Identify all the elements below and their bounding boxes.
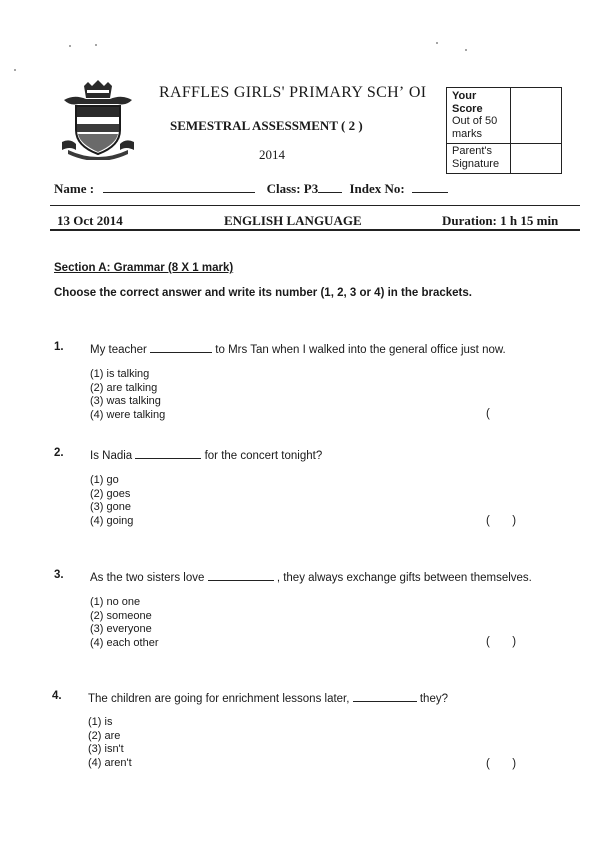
question-text bbox=[88, 690, 448, 705]
index-label: Index No: bbox=[349, 181, 405, 196]
option-item: (3) everyone bbox=[90, 623, 152, 635]
score-label-line: Out of 50 bbox=[452, 115, 498, 127]
scan-speck bbox=[95, 44, 97, 46]
scan-speck bbox=[14, 69, 16, 71]
answer-blank bbox=[353, 690, 417, 702]
question-text bbox=[90, 341, 506, 356]
question-stem: , they always exchange gifts between themselves. bbox=[276, 572, 532, 584]
answer-bracket[interactable]: ( bbox=[486, 408, 490, 420]
question-number: 4. bbox=[52, 690, 62, 702]
score-box-divider bbox=[510, 88, 511, 173]
options-list bbox=[90, 368, 165, 422]
answer-blank bbox=[208, 569, 274, 581]
section-title: Section A: Grammar (8 X 1 mark) bbox=[54, 262, 234, 274]
bottom-rule bbox=[50, 229, 580, 231]
option-item: (1) no one bbox=[90, 596, 141, 608]
option-item: (4) were talking bbox=[90, 408, 166, 421]
scan-speck bbox=[436, 42, 438, 44]
question-stem: My teacher bbox=[90, 344, 147, 356]
question-number: 1. bbox=[54, 341, 64, 353]
question-text bbox=[90, 447, 322, 462]
subject-title: ENGLISH LANGUAGE bbox=[224, 213, 362, 228]
name-field[interactable] bbox=[103, 180, 255, 193]
exam-duration: Duration: 1 h 15 min bbox=[442, 213, 559, 228]
option-item: (2) someone bbox=[90, 609, 152, 622]
option-item: (2) goes bbox=[90, 487, 131, 500]
options-list bbox=[90, 474, 133, 528]
question-stem: Is Nadia bbox=[90, 450, 133, 462]
section-instruction: Choose the correct answer and write its number (1, 2, 3 or 4) in the brackets. bbox=[54, 287, 472, 299]
signature-label-line: Signature bbox=[452, 158, 500, 170]
top-rule bbox=[50, 205, 580, 206]
score-label-line: Your bbox=[452, 90, 477, 102]
question-number: 3. bbox=[54, 569, 64, 581]
answer-bracket[interactable]: ( ) bbox=[486, 636, 517, 648]
scan-speck bbox=[69, 45, 71, 47]
option-item: (4) going bbox=[90, 514, 134, 527]
question-stem: to Mrs Tan when I walked into the general office just now. bbox=[215, 344, 506, 356]
option-item: (3) gone bbox=[90, 501, 131, 513]
option-item: (1) is bbox=[88, 716, 113, 728]
answer-blank bbox=[135, 447, 201, 459]
school-name: RAFFLES GIRLS' PRIMARY SCHʼ OI bbox=[159, 84, 427, 101]
name-label: Name : bbox=[54, 181, 95, 196]
option-item: (1) is talking bbox=[90, 368, 150, 380]
options-list bbox=[90, 596, 158, 650]
option-item: (2) are talking bbox=[90, 381, 158, 394]
answer-bracket[interactable]: ( ) bbox=[486, 515, 517, 527]
question-text bbox=[90, 569, 532, 584]
answer-blank bbox=[150, 341, 212, 353]
question-number: 2. bbox=[54, 447, 64, 459]
option-item: (3) was talking bbox=[90, 395, 161, 407]
score-label-line: Score bbox=[452, 102, 483, 115]
question-stem: The children are going for enrichment lessons later, bbox=[88, 693, 350, 705]
option-item: (2) are bbox=[88, 729, 121, 742]
score-label-line: marks bbox=[452, 127, 482, 140]
class-label: Class: P3 bbox=[266, 181, 319, 196]
score-label bbox=[452, 90, 510, 140]
question-stem: they? bbox=[419, 693, 448, 705]
options-list bbox=[88, 716, 132, 770]
score-box bbox=[446, 87, 562, 174]
answer-bracket[interactable]: ( ) bbox=[486, 758, 517, 770]
signature-label-line: Parent's bbox=[452, 145, 493, 157]
exam-year: 2014 bbox=[259, 147, 285, 162]
question-stem: for the concert tonight? bbox=[204, 450, 323, 462]
option-item: (3) isn't bbox=[88, 743, 124, 755]
option-item: (1) go bbox=[90, 474, 119, 486]
index-field[interactable] bbox=[412, 180, 448, 193]
question-stem: As the two sisters love bbox=[90, 572, 205, 584]
option-item: (4) each other bbox=[90, 636, 159, 649]
exam-date: 13 Oct 2014 bbox=[57, 213, 123, 228]
scan-speck bbox=[465, 49, 467, 51]
school-crest-logo bbox=[60, 80, 136, 160]
exam-title: SEMESTRAL ASSESSMENT ( 2 ) bbox=[170, 118, 363, 133]
signature-label bbox=[452, 145, 510, 171]
option-item: (4) aren't bbox=[88, 756, 132, 769]
class-field[interactable] bbox=[318, 180, 342, 193]
score-box-divider bbox=[447, 143, 561, 144]
student-details-row bbox=[54, 180, 448, 197]
